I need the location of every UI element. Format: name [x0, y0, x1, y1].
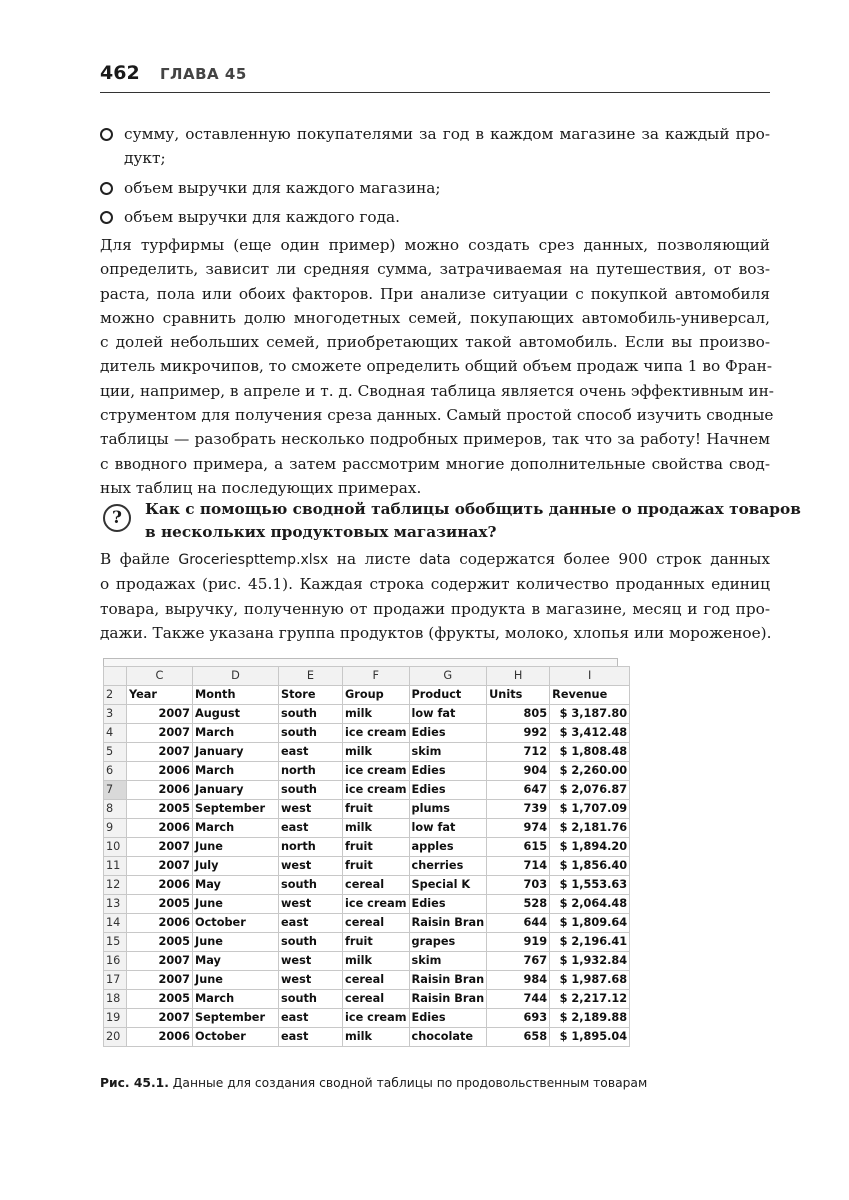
data-cell[interactable]: Raisin Bran: [409, 971, 487, 990]
data-cell[interactable]: 2007: [127, 705, 193, 724]
column-header[interactable]: D: [193, 667, 279, 686]
table-row: [104, 743, 630, 762]
data-cell[interactable]: 658: [487, 1028, 550, 1047]
data-cell[interactable]: 2006: [127, 914, 193, 933]
data-cell[interactable]: ice cream: [343, 781, 410, 800]
data-cell[interactable]: west: [279, 857, 343, 876]
table-row: [104, 1028, 630, 1047]
row-number[interactable]: 8: [104, 800, 127, 819]
data-cell[interactable]: Edies: [409, 895, 487, 914]
data-cell[interactable]: $ 1,553.63: [550, 876, 630, 895]
row-number[interactable]: 4: [104, 724, 127, 743]
figure-label: Рис. 45.1.: [100, 1076, 169, 1090]
data-cell[interactable]: 744: [487, 990, 550, 1009]
data-cell[interactable]: September: [193, 800, 279, 819]
bullet-circle-icon: [100, 211, 113, 224]
table-row: [104, 952, 630, 971]
data-cell[interactable]: Edies: [409, 762, 487, 781]
data-cell[interactable]: $ 3,187.80: [550, 705, 630, 724]
data-cell[interactable]: 805: [487, 705, 550, 724]
data-cell[interactable]: $ 1,856.40: [550, 857, 630, 876]
question-icon: ?: [103, 504, 131, 532]
data-cell[interactable]: west: [279, 971, 343, 990]
table-row: [104, 895, 630, 914]
data-cell[interactable]: ice cream: [343, 1009, 410, 1028]
data-cell[interactable]: fruit: [343, 800, 410, 819]
table-row: [104, 990, 630, 1009]
column-header[interactable]: E: [279, 667, 343, 686]
data-cell[interactable]: 693: [487, 1009, 550, 1028]
row-number[interactable]: 2: [104, 686, 127, 705]
data-cell[interactable]: cherries: [409, 857, 487, 876]
data-cell[interactable]: June: [193, 971, 279, 990]
data-cell[interactable]: August: [193, 705, 279, 724]
header-cell[interactable]: Product: [409, 686, 487, 705]
data-cell[interactable]: 2007: [127, 838, 193, 857]
data-cell[interactable]: $ 1,809.64: [550, 914, 630, 933]
data-cell[interactable]: milk: [343, 743, 410, 762]
row-number[interactable]: 19: [104, 1009, 127, 1028]
data-cell[interactable]: 528: [487, 895, 550, 914]
column-header[interactable]: C: [127, 667, 193, 686]
table-row: [104, 857, 630, 876]
row-number[interactable]: 20: [104, 1028, 127, 1047]
bullet-circle-icon: [100, 128, 113, 141]
data-cell[interactable]: March: [193, 724, 279, 743]
data-cell[interactable]: Edies: [409, 781, 487, 800]
data-cell[interactable]: September: [193, 1009, 279, 1028]
data-cell[interactable]: cereal: [343, 990, 410, 1009]
data-cell[interactable]: $ 1,987.68: [550, 971, 630, 990]
paragraph-line: в нескольких продуктовых магазинах?: [145, 523, 497, 541]
data-cell[interactable]: ice cream: [343, 724, 410, 743]
running-header: [100, 62, 247, 84]
data-cell[interactable]: milk: [343, 1028, 410, 1047]
data-cell[interactable]: $ 1,895.04: [550, 1028, 630, 1047]
paragraph: [100, 233, 774, 500]
data-cell[interactable]: cereal: [343, 971, 410, 990]
data-cell[interactable]: low fat: [409, 705, 487, 724]
paragraph-line: ции, например, в апреле и т. д. Сводная таблица является очень эффективным ин-: [100, 381, 774, 400]
select-all-corner[interactable]: [104, 667, 127, 686]
data-cell[interactable]: 2006: [127, 1028, 193, 1047]
paragraph-line: дажи. Также указана группа продуктов (фрукты, молоко, хлопья или мороженое).: [100, 623, 772, 642]
data-cell[interactable]: March: [193, 762, 279, 781]
paragraph-line: о продажах (рис. 45.1). Каждая строка содержит количество проданных единиц: [100, 575, 770, 594]
figure-caption: [100, 1076, 647, 1090]
data-cell[interactable]: 2007: [127, 971, 193, 990]
data-cell[interactable]: Raisin Bran: [409, 990, 487, 1009]
data-cell[interactable]: 2006: [127, 762, 193, 781]
data-cell[interactable]: south: [279, 781, 343, 800]
data-cell[interactable]: fruit: [343, 933, 410, 952]
paragraph-line: сумму, оставленную покупателями за год в каждом магазине за каждый про-: [124, 125, 770, 143]
paragraph-line: ных таблиц на последующих примерах.: [100, 478, 422, 497]
file-name: Groceriespttemp.xlsx: [178, 552, 329, 568]
data-cell[interactable]: fruit: [343, 857, 410, 876]
data-cell[interactable]: Edies: [409, 1009, 487, 1028]
paragraph-line: можно сравнить долю многодетных семей, покупающих автомобиль-универсал,: [100, 308, 770, 327]
data-cell[interactable]: 2007: [127, 724, 193, 743]
row-number[interactable]: 13: [104, 895, 127, 914]
header-cell[interactable]: Month: [193, 686, 279, 705]
row-number[interactable]: 18: [104, 990, 127, 1009]
data-cell[interactable]: east: [279, 1009, 343, 1028]
paragraph-line: раста, пола или обоих факторов. При анализе ситуации с покупкой автомобиля: [100, 284, 770, 303]
paragraph-line: определить, зависит ли средняя сумма, затрачиваемая на путешествия, от воз-: [100, 260, 770, 279]
data-cell[interactable]: chocolate: [409, 1028, 487, 1047]
table-row: [104, 914, 630, 933]
data-cell[interactable]: cereal: [343, 914, 410, 933]
data-cell[interactable]: $ 2,189.88: [550, 1009, 630, 1028]
row-number[interactable]: 6: [104, 762, 127, 781]
data-cell[interactable]: $ 1,894.20: [550, 838, 630, 857]
data-cell[interactable]: 974: [487, 819, 550, 838]
data-cell[interactable]: cereal: [343, 876, 410, 895]
table-row: [104, 781, 630, 800]
chapter-title: ГЛАВА 45: [160, 65, 247, 83]
question-text: [145, 498, 801, 544]
row-number[interactable]: 16: [104, 952, 127, 971]
data-cell[interactable]: $ 2,181.76: [550, 819, 630, 838]
data-cell[interactable]: low fat: [409, 819, 487, 838]
data-cell[interactable]: July: [193, 857, 279, 876]
data-cell[interactable]: 2007: [127, 743, 193, 762]
table-row: [104, 971, 630, 990]
data-cell[interactable]: 2005: [127, 933, 193, 952]
data-cell[interactable]: east: [279, 914, 343, 933]
paragraph-line: объем выручки для каждого года.: [124, 207, 401, 226]
bullet-item: [100, 176, 770, 200]
row-number[interactable]: 9: [104, 819, 127, 838]
header-cell[interactable]: Store: [279, 686, 343, 705]
table-row: [104, 819, 630, 838]
data-cell[interactable]: $ 1,932.84: [550, 952, 630, 971]
table-row: [104, 724, 630, 743]
data-cell[interactable]: ice cream: [343, 762, 410, 781]
data-cell[interactable]: May: [193, 952, 279, 971]
data-cell[interactable]: January: [193, 781, 279, 800]
paragraph-line: товара, выручку, полученную от продажи продукта в магазине, месяц и год про-: [100, 599, 770, 618]
data-cell[interactable]: 647: [487, 781, 550, 800]
paragraph-line: струментом для получения среза данных. Самый простой способ изучить сводные: [100, 406, 774, 425]
data-cell[interactable]: skim: [409, 743, 487, 762]
data-cell[interactable]: 703: [487, 876, 550, 895]
paragraph-line: Как с помощью сводной таблицы обобщить данные о продажах товаров: [145, 500, 801, 518]
data-cell[interactable]: 2006: [127, 819, 193, 838]
row-number[interactable]: 11: [104, 857, 127, 876]
table-row: [104, 1009, 630, 1028]
row-number[interactable]: 12: [104, 876, 127, 895]
data-cell[interactable]: 2005: [127, 990, 193, 1009]
bullet-item: [100, 205, 770, 229]
column-header[interactable]: I: [550, 667, 630, 686]
data-cell[interactable]: 767: [487, 952, 550, 971]
caption-text: Данные для создания сводной таблицы по продовольственным товарам: [168, 1076, 648, 1090]
table-row: [104, 705, 630, 724]
paragraph-line: таблицы — разобрать несколько подробных примеров, так что за работу! Начнем: [100, 430, 770, 449]
data-cell[interactable]: May: [193, 876, 279, 895]
data-cell[interactable]: north: [279, 838, 343, 857]
data-cell[interactable]: 919: [487, 933, 550, 952]
data-cell[interactable]: June: [193, 895, 279, 914]
data-cell[interactable]: $ 1,808.48: [550, 743, 630, 762]
data-cell[interactable]: $ 3,412.48: [550, 724, 630, 743]
data-cell[interactable]: east: [279, 743, 343, 762]
paragraph-line: объем выручки для каждого магазина;: [124, 178, 441, 197]
column-header[interactable]: F: [343, 667, 410, 686]
data-cell[interactable]: north: [279, 762, 343, 781]
data-cell[interactable]: apples: [409, 838, 487, 857]
table-row: [104, 838, 630, 857]
data-cell[interactable]: grapes: [409, 933, 487, 952]
table-row: [104, 800, 630, 819]
data-cell[interactable]: east: [279, 819, 343, 838]
table-row: [104, 876, 630, 895]
paragraph-line: Для турфирмы (еще один пример) можно создать срез данных, позволяющий: [100, 236, 770, 254]
bullet-circle-icon: [100, 182, 113, 195]
data-cell[interactable]: $ 2,064.48: [550, 895, 630, 914]
row-number[interactable]: 10: [104, 838, 127, 857]
data-cell[interactable]: 2007: [127, 952, 193, 971]
table-row: [104, 933, 630, 952]
data-cell[interactable]: milk: [343, 952, 410, 971]
data-cell[interactable]: June: [193, 933, 279, 952]
header-cell[interactable]: Units: [487, 686, 550, 705]
data-cell[interactable]: $ 2,260.00: [550, 762, 630, 781]
data-cell[interactable]: 714: [487, 857, 550, 876]
data-cell[interactable]: $ 2,217.12: [550, 990, 630, 1009]
data-cell[interactable]: Raisin Bran: [409, 914, 487, 933]
data-cell[interactable]: 2006: [127, 876, 193, 895]
table-row: [104, 762, 630, 781]
data-cell[interactable]: 904: [487, 762, 550, 781]
data-cell[interactable]: October: [193, 914, 279, 933]
data-cell[interactable]: plums: [409, 800, 487, 819]
data-cell[interactable]: south: [279, 724, 343, 743]
bullet-item: [100, 122, 770, 171]
data-cell[interactable]: Special K: [409, 876, 487, 895]
paragraph-line: дукт;: [124, 149, 166, 168]
data-cell[interactable]: March: [193, 819, 279, 838]
question-heading: [100, 498, 801, 544]
data-cell[interactable]: October: [193, 1028, 279, 1047]
bullet-list: [100, 122, 770, 234]
data-cell[interactable]: west: [279, 952, 343, 971]
data-cell[interactable]: $ 1,707.09: [550, 800, 630, 819]
data-cell[interactable]: west: [279, 895, 343, 914]
column-header[interactable]: G: [409, 667, 487, 686]
data-cell[interactable]: 739: [487, 800, 550, 819]
data-cell[interactable]: 615: [487, 838, 550, 857]
data-cell[interactable]: west: [279, 800, 343, 819]
data-cell[interactable]: January: [193, 743, 279, 762]
data-cell[interactable]: 2007: [127, 857, 193, 876]
data-cell[interactable]: 2007: [127, 1009, 193, 1028]
spreadsheet-figure: [103, 666, 630, 1047]
data-cell[interactable]: 984: [487, 971, 550, 990]
paragraph-line: В файле Groceriespttemp.xlsx на листе data содержатся более 900 строк данных: [100, 550, 770, 568]
data-cell[interactable]: 644: [487, 914, 550, 933]
data-cell[interactable]: 2006: [127, 781, 193, 800]
data-cell[interactable]: south: [279, 876, 343, 895]
column-header[interactable]: H: [487, 667, 550, 686]
row-number[interactable]: 17: [104, 971, 127, 990]
data-cell[interactable]: skim: [409, 952, 487, 971]
data-cell[interactable]: south: [279, 705, 343, 724]
data-cell[interactable]: 2005: [127, 800, 193, 819]
row-number[interactable]: 7: [104, 781, 127, 800]
paragraph-line: с вводного примера, а затем рассмотрим многие дополнительные свойства свод-: [100, 454, 770, 473]
paragraph-line: с долей небольших семей, приобретающих такой автомобиль. Если вы произво-: [100, 333, 770, 352]
header-cell[interactable]: Group: [343, 686, 410, 705]
row-number[interactable]: 15: [104, 933, 127, 952]
row-number[interactable]: 14: [104, 914, 127, 933]
data-cell[interactable]: 2005: [127, 895, 193, 914]
data-cell[interactable]: June: [193, 838, 279, 857]
table-header-row: [104, 686, 630, 705]
data-cell[interactable]: March: [193, 990, 279, 1009]
data-cell[interactable]: $ 2,196.41: [550, 933, 630, 952]
data-cell[interactable]: milk: [343, 819, 410, 838]
data-cell[interactable]: south: [279, 990, 343, 1009]
header-cell[interactable]: Year: [127, 686, 193, 705]
header-rule: [100, 92, 770, 93]
data-cell[interactable]: Edies: [409, 724, 487, 743]
data-cell[interactable]: south: [279, 933, 343, 952]
header-cell[interactable]: Revenue: [550, 686, 630, 705]
data-cell[interactable]: 712: [487, 743, 550, 762]
data-cell[interactable]: milk: [343, 705, 410, 724]
data-cell[interactable]: $ 2,076.87: [550, 781, 630, 800]
paragraph-line: дитель микрочипов, то сможете определить общий объем продаж чипа 1 во Фран-: [100, 357, 773, 376]
data-cell[interactable]: 992: [487, 724, 550, 743]
data-cell[interactable]: fruit: [343, 838, 410, 857]
data-cell[interactable]: east: [279, 1028, 343, 1047]
row-number[interactable]: 3: [104, 705, 127, 724]
page-number: 462: [100, 62, 140, 84]
data-cell[interactable]: ice cream: [343, 895, 410, 914]
row-number[interactable]: 5: [104, 743, 127, 762]
sheet-name: data: [419, 552, 451, 568]
column-header-row: [104, 667, 630, 686]
paragraph: [100, 547, 770, 645]
